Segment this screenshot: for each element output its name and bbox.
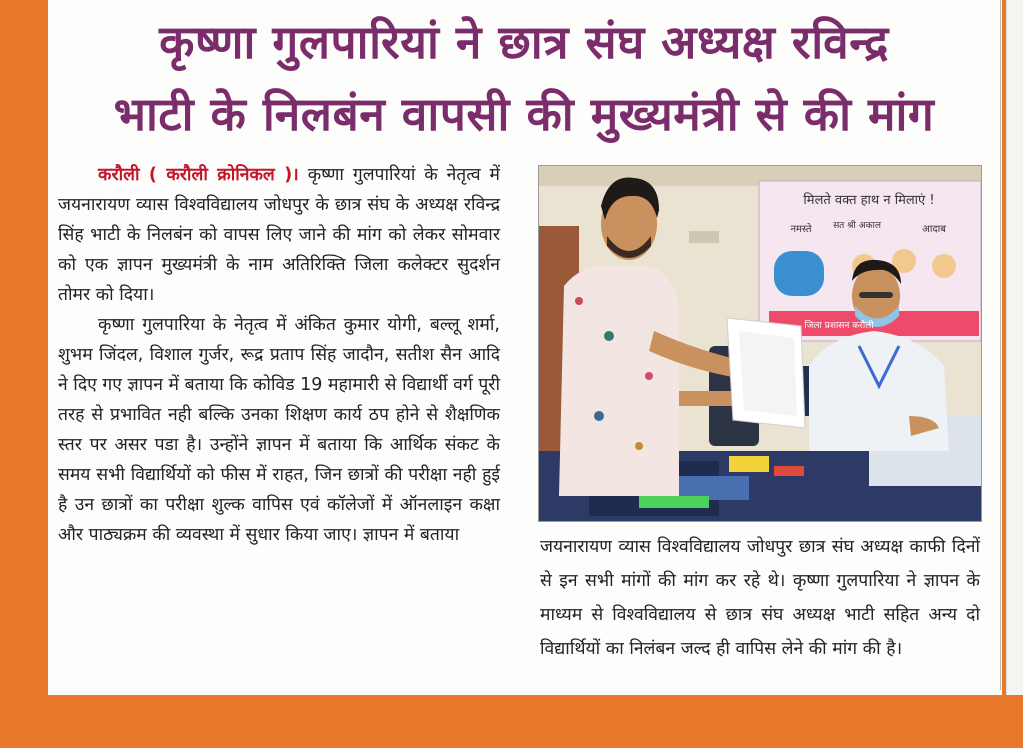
poster-footer: जिला प्रशासन करौली	[804, 321, 874, 331]
orange-frame-left	[0, 0, 48, 748]
paragraph-1-text: कृष्णा गुलपारियां के नेतृत्व में जयनारायण व्यास विश्वविद्यालय जोधपुर के छात्र संघ के अध्यक्ष रविन्द्र सिंह भाटी के निलबंन को वापस लिए जाने की मांग को लेकर सोमवार को एक ज्ञापन मुख्यमंत्री के नाम अतिरिक्ति जिला कलेक्टर सुदर्शन तोमर को दिया।	[58, 165, 500, 305]
article-right-column	[540, 530, 980, 666]
article-left-column	[58, 160, 500, 550]
article-paragraph-1	[58, 160, 500, 310]
poster-bubble-1: नमस्ते	[790, 224, 812, 235]
headline-line-1: कृष्णा गुलपारियां ने छात्र संघ अध्यक्ष रविन्द्र	[159, 15, 889, 69]
headline	[56, 6, 992, 150]
article-paragraph-2: कृष्णा गुलपारिया के नेतृत्व में अंकित कुमार योगी, बल्लू शर्मा, शुभम जिंदल, विशाल गुर्जर, रूद्र प्रताप सिंह जादौन, सतीश सैन आदि ने दिए गए ज्ञापन में बताया कि कोविड 19 महामारी से विद्यार्थी वर्ग पूरी तरह से प्रभावित नही बल्कि उनका शिक्षण कार्य ठप होने से शैक्षणिक स्तर पर असर पडा है। उन्होंने ज्ञापन में बताया कि आर्थिक संकट के समय सभी विद्यार्थियों को फीस में राहत, जिन छात्रों की परीक्षा नही हुई है उन छात्रों का परीक्षा शुल्क वापिस एवं कॉलेजों में ऑनलाइन कक्षा और पाठ्यक्रम की व्यवस्था में सुधार किया जाए। ज्ञापन में बताया	[58, 315, 500, 545]
dateline: करौली ( करौली क्रोनिकल )।	[98, 165, 299, 185]
poster-title: मिलते वक्त हाथ न मिलाएं !	[803, 193, 935, 208]
orange-frame-bottom	[0, 695, 1023, 748]
news-photo	[538, 165, 982, 522]
poster-bubble-2: सत श्री अकाल	[833, 221, 881, 231]
article-paragraph-3: जयनारायण व्यास विश्वविद्यालय जोधपुर छात्र संघ अध्यक्ष काफी दिनों से इन सभी मांगों की मांग कर रहे थे। कृष्णा गुलपारिया ने ज्ञापन के माध्यम से विश्वविद्यालय से छात्र संघ अध्यक्ष भाटी सहित अन्य दो विद्यार्थियों का निलंबन जल्द ही वापिस लेने की मांग की है।	[540, 537, 980, 659]
photo-illustration	[539, 166, 981, 521]
adjacent-column-strip	[1006, 0, 1023, 695]
headline-line-2: भाटी के निलबंन वापसी की मुख्यमंत्री से की मांग	[113, 87, 935, 141]
poster-bubble-3: आदाब	[922, 224, 946, 235]
column-rule	[1000, 0, 1001, 690]
